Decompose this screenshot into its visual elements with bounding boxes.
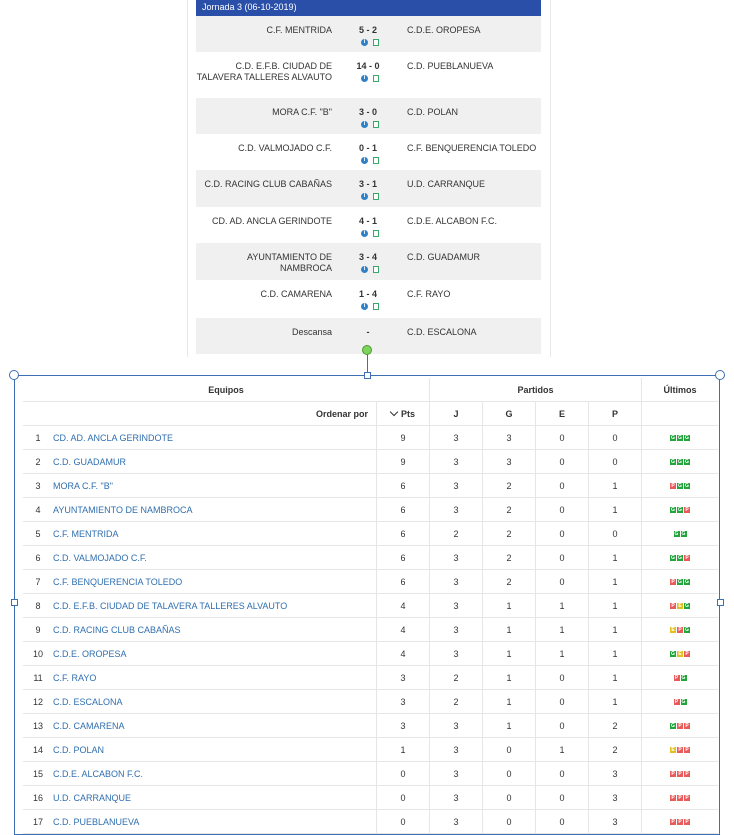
match-score: 14 - 0 bbox=[356, 61, 380, 71]
last-results bbox=[642, 810, 719, 834]
away-team: C.D. GUADAMUR bbox=[407, 252, 481, 262]
result-badge: E bbox=[678, 603, 682, 610]
last-results bbox=[642, 714, 719, 738]
lost: 1 bbox=[589, 642, 642, 666]
points: 6 bbox=[377, 546, 430, 570]
sort-pts-button[interactable] bbox=[377, 402, 430, 426]
home-team: C.F. MENTRIDA bbox=[266, 25, 332, 35]
match-actions bbox=[361, 303, 379, 311]
won: 2 bbox=[483, 570, 536, 594]
table-row bbox=[23, 522, 718, 546]
played: 3 bbox=[430, 474, 483, 498]
result-badge: E bbox=[671, 627, 675, 634]
last-results bbox=[642, 618, 719, 642]
lost: 1 bbox=[589, 594, 642, 618]
result-badge: G bbox=[674, 531, 679, 538]
played: 2 bbox=[430, 522, 483, 546]
last-results bbox=[642, 666, 719, 690]
drawn: 1 bbox=[536, 642, 589, 666]
standings-subheader-row bbox=[23, 402, 718, 426]
last-results bbox=[642, 642, 719, 666]
team-link[interactable]: C.D. ESCALONA bbox=[53, 690, 377, 714]
result-badge: P bbox=[671, 819, 675, 826]
result-badge: P bbox=[685, 795, 689, 802]
team-link[interactable]: C.D. RACING CLUB CABAÑAS bbox=[53, 618, 377, 642]
last-results bbox=[642, 426, 719, 450]
won: 1 bbox=[483, 714, 536, 738]
played: 3 bbox=[430, 714, 483, 738]
info-icon[interactable]: i bbox=[361, 193, 368, 200]
team-link[interactable]: AYUNTAMIENTO DE NAMBROCA bbox=[53, 498, 377, 522]
result-badge: G bbox=[671, 555, 675, 562]
home-team: C.D. RACING CLUB CABAÑAS bbox=[204, 179, 332, 189]
last-results bbox=[642, 474, 719, 498]
standings-header-row bbox=[23, 378, 718, 402]
away-team: C.D. PUEBLANUEVA bbox=[407, 61, 494, 71]
table-row bbox=[23, 738, 718, 762]
table-row bbox=[23, 786, 718, 810]
lost: 2 bbox=[589, 738, 642, 762]
result-badge: G bbox=[671, 507, 675, 514]
result-badge: G bbox=[671, 459, 675, 466]
lost: 3 bbox=[589, 810, 642, 834]
team-link[interactable]: MORA C.F. "B" bbox=[53, 474, 377, 498]
match-row bbox=[196, 134, 541, 170]
position: 3 bbox=[23, 474, 53, 498]
result-badge: P bbox=[685, 771, 689, 778]
resize-handle-right[interactable] bbox=[717, 599, 724, 606]
result-badge: E bbox=[671, 747, 675, 754]
drawn: 0 bbox=[536, 666, 589, 690]
points: 1 bbox=[377, 738, 430, 762]
sort-by-label: Ordenar por bbox=[23, 402, 377, 426]
home-team: C.D. VALMOJADO C.F. bbox=[238, 143, 332, 153]
home-team: C.D. CAMARENA bbox=[260, 289, 332, 299]
lost: 1 bbox=[589, 618, 642, 642]
drawn: 0 bbox=[536, 546, 589, 570]
points: 6 bbox=[377, 498, 430, 522]
points: 4 bbox=[377, 594, 430, 618]
position: 14 bbox=[23, 738, 53, 762]
last-results bbox=[642, 738, 719, 762]
match-actions bbox=[361, 39, 379, 47]
last-results bbox=[642, 498, 719, 522]
result-badge: G bbox=[685, 603, 689, 610]
result-badge: P bbox=[671, 795, 675, 802]
result-badge: P bbox=[685, 555, 689, 562]
match-score: 3 - 1 bbox=[358, 179, 377, 189]
match-row bbox=[196, 280, 541, 318]
played: 3 bbox=[430, 810, 483, 834]
position: 13 bbox=[23, 714, 53, 738]
played: 2 bbox=[430, 666, 483, 690]
position: 5 bbox=[23, 522, 53, 546]
lost: 1 bbox=[589, 570, 642, 594]
points: 3 bbox=[377, 666, 430, 690]
table-row bbox=[23, 642, 718, 666]
copy-icon[interactable] bbox=[373, 39, 379, 46]
team-link[interactable]: C.D. E.F.B. CIUDAD DE TALAVERA TALLERES ALVAUTO bbox=[53, 594, 377, 618]
team-link[interactable]: C.D. GUADAMUR bbox=[53, 450, 377, 474]
drawn: 0 bbox=[536, 498, 589, 522]
position: 12 bbox=[23, 690, 53, 714]
team-link[interactable]: C.D.E. ALCABON F.C. bbox=[53, 762, 377, 786]
position: 7 bbox=[23, 570, 53, 594]
played: 2 bbox=[430, 690, 483, 714]
drawn: 0 bbox=[536, 762, 589, 786]
table-row bbox=[23, 450, 718, 474]
position: 17 bbox=[23, 810, 53, 834]
table-row bbox=[23, 570, 718, 594]
chevron-down-icon bbox=[390, 407, 398, 415]
info-icon[interactable]: i bbox=[361, 39, 368, 46]
pts-label: Pts bbox=[400, 408, 415, 419]
position: 11 bbox=[23, 666, 53, 690]
info-icon[interactable]: i bbox=[361, 266, 368, 273]
match-score: 0 - 1 bbox=[358, 143, 377, 153]
rotation-connector bbox=[367, 354, 368, 372]
position: 8 bbox=[23, 594, 53, 618]
resize-handle-left[interactable] bbox=[11, 599, 18, 606]
points: 9 bbox=[377, 450, 430, 474]
result-badge: G bbox=[678, 555, 682, 562]
drawn: 1 bbox=[536, 738, 589, 762]
won: 2 bbox=[483, 498, 536, 522]
drawn: 0 bbox=[536, 450, 589, 474]
won: 0 bbox=[483, 762, 536, 786]
result-badge: P bbox=[678, 627, 682, 634]
last-results bbox=[642, 594, 719, 618]
result-badge: G bbox=[671, 723, 675, 730]
position: 2 bbox=[23, 450, 53, 474]
result-badge: P bbox=[678, 795, 682, 802]
info-icon[interactable]: i bbox=[361, 121, 368, 128]
lost: 1 bbox=[589, 546, 642, 570]
result-badge: P bbox=[678, 771, 682, 778]
match-score: - bbox=[366, 327, 370, 337]
home-team: C.D. E.F.B. CIUDAD DE TALAVERA TALLERES ALVAUTO bbox=[196, 61, 332, 82]
match-score: 4 - 1 bbox=[358, 216, 377, 226]
away-team: C.D.E. OROPESA bbox=[407, 25, 481, 35]
result-badge: P bbox=[671, 579, 675, 586]
result-badge: P bbox=[685, 723, 689, 730]
home-team: MORA C.F. "B" bbox=[272, 107, 332, 117]
match-score: 3 - 4 bbox=[358, 252, 377, 262]
drawn: 0 bbox=[536, 522, 589, 546]
played: 3 bbox=[430, 786, 483, 810]
played: 3 bbox=[430, 570, 483, 594]
points: 0 bbox=[377, 786, 430, 810]
position: 9 bbox=[23, 618, 53, 642]
lost: 3 bbox=[589, 786, 642, 810]
result-badge: G bbox=[685, 579, 689, 586]
match-row bbox=[196, 16, 541, 52]
table-row bbox=[23, 690, 718, 714]
table-row bbox=[23, 810, 718, 834]
result-badge: G bbox=[681, 699, 686, 706]
copy-icon[interactable] bbox=[373, 157, 379, 164]
points: 6 bbox=[377, 522, 430, 546]
result-badge: P bbox=[671, 483, 675, 490]
home-team: AYUNTAMIENTO DE NAMBROCA bbox=[246, 252, 332, 273]
team-link[interactable]: C.F. BENQUERENCIA TOLEDO bbox=[53, 570, 377, 594]
lost: 0 bbox=[589, 450, 642, 474]
lost: 1 bbox=[589, 474, 642, 498]
drawn: 0 bbox=[536, 714, 589, 738]
resize-handle-top-left[interactable] bbox=[9, 370, 19, 380]
position: 4 bbox=[23, 498, 53, 522]
won: 0 bbox=[483, 810, 536, 834]
copy-icon[interactable] bbox=[373, 266, 379, 273]
result-badge: G bbox=[681, 675, 686, 682]
lost: 3 bbox=[589, 762, 642, 786]
team-link[interactable]: C.D. CAMARENA bbox=[53, 714, 377, 738]
lost: 1 bbox=[589, 690, 642, 714]
copy-icon[interactable] bbox=[373, 303, 379, 310]
points: 6 bbox=[377, 570, 430, 594]
result-badge: P bbox=[685, 651, 689, 658]
home-team: CD. AD. ANCLA GERINDOTE bbox=[211, 216, 332, 226]
result-badge: P bbox=[671, 603, 675, 610]
fixtures-panel bbox=[187, 0, 551, 357]
played: 3 bbox=[430, 450, 483, 474]
copy-icon[interactable] bbox=[373, 121, 379, 128]
copy-icon[interactable] bbox=[373, 193, 379, 200]
points: 3 bbox=[377, 714, 430, 738]
table-row bbox=[23, 474, 718, 498]
away-team: U.D. CARRANQUE bbox=[407, 179, 486, 189]
result-badge: P bbox=[685, 819, 689, 826]
won: 1 bbox=[483, 618, 536, 642]
match-score: 3 - 0 bbox=[358, 107, 377, 117]
table-row bbox=[23, 618, 718, 642]
copy-icon[interactable] bbox=[373, 75, 379, 82]
match-row bbox=[196, 52, 541, 98]
position: 10 bbox=[23, 642, 53, 666]
result-badge: P bbox=[678, 723, 682, 730]
result-badge: P bbox=[678, 819, 682, 826]
match-actions bbox=[361, 193, 379, 201]
last-results bbox=[642, 546, 719, 570]
info-icon[interactable]: i bbox=[361, 230, 368, 237]
drawn: 0 bbox=[536, 810, 589, 834]
match-row bbox=[196, 207, 541, 243]
points: 4 bbox=[377, 642, 430, 666]
equipos-header: Equipos bbox=[23, 378, 430, 402]
result-badge: G bbox=[685, 435, 689, 442]
table-row bbox=[23, 426, 718, 450]
ultimos-subheader bbox=[642, 402, 719, 426]
points: 0 bbox=[377, 762, 430, 786]
team-link[interactable]: CD. AD. ANCLA GERINDOTE bbox=[53, 426, 377, 450]
result-badge: G bbox=[685, 627, 689, 634]
lost: 0 bbox=[589, 426, 642, 450]
match-row bbox=[196, 98, 541, 134]
won: 1 bbox=[483, 642, 536, 666]
j-header: J bbox=[430, 402, 483, 426]
last-results bbox=[642, 762, 719, 786]
position: 1 bbox=[23, 426, 53, 450]
played: 3 bbox=[430, 642, 483, 666]
result-badge: G bbox=[678, 579, 682, 586]
e-header: E bbox=[536, 402, 589, 426]
result-badge: P bbox=[678, 747, 682, 754]
ultimos-header: Últimos bbox=[642, 378, 719, 402]
info-icon[interactable]: i bbox=[361, 303, 368, 310]
played: 3 bbox=[430, 618, 483, 642]
table-row bbox=[23, 666, 718, 690]
played: 3 bbox=[430, 738, 483, 762]
last-results bbox=[642, 570, 719, 594]
won: 1 bbox=[483, 690, 536, 714]
table-row bbox=[23, 546, 718, 570]
team-link[interactable]: C.D.E. OROPESA bbox=[53, 642, 377, 666]
info-icon[interactable]: i bbox=[361, 75, 368, 82]
last-results bbox=[642, 450, 719, 474]
standings-body bbox=[23, 426, 718, 834]
drawn: 0 bbox=[536, 690, 589, 714]
team-link[interactable]: U.D. CARRANQUE bbox=[53, 786, 377, 810]
result-badge: G bbox=[685, 483, 689, 490]
match-score: 5 - 2 bbox=[358, 25, 377, 35]
last-results bbox=[642, 522, 719, 546]
match-actions bbox=[361, 157, 379, 165]
result-badge: P bbox=[674, 699, 679, 706]
away-team: C.F. BENQUERENCIA TOLEDO bbox=[407, 143, 537, 153]
away-team: C.F. RAYO bbox=[407, 289, 451, 299]
lost: 0 bbox=[589, 522, 642, 546]
won: 3 bbox=[483, 426, 536, 450]
table-row bbox=[23, 714, 718, 738]
drawn: 1 bbox=[536, 618, 589, 642]
result-badge: P bbox=[685, 507, 689, 514]
result-badge: G bbox=[678, 435, 682, 442]
match-actions bbox=[361, 75, 379, 83]
drawn: 0 bbox=[536, 786, 589, 810]
result-badge: G bbox=[671, 435, 675, 442]
result-badge: E bbox=[678, 651, 682, 658]
match-actions bbox=[361, 266, 379, 274]
drawn: 0 bbox=[536, 570, 589, 594]
position: 16 bbox=[23, 786, 53, 810]
match-actions bbox=[361, 230, 379, 238]
away-team: C.D.E. ALCABON F.C. bbox=[407, 216, 498, 226]
team-link[interactable]: C.D. POLAN bbox=[53, 738, 377, 762]
away-team: C.D. ESCALONA bbox=[407, 327, 477, 337]
home-team: Descansa bbox=[291, 327, 332, 337]
table-row bbox=[23, 594, 718, 618]
won: 0 bbox=[483, 786, 536, 810]
played: 3 bbox=[430, 426, 483, 450]
won: 0 bbox=[483, 738, 536, 762]
drawn: 0 bbox=[536, 426, 589, 450]
lost: 1 bbox=[589, 666, 642, 690]
last-results bbox=[642, 690, 719, 714]
lost: 2 bbox=[589, 714, 642, 738]
info-icon[interactable]: i bbox=[361, 157, 368, 164]
standings-table bbox=[23, 378, 718, 834]
result-badge: G bbox=[671, 651, 675, 658]
result-badge: G bbox=[678, 507, 682, 514]
points: 3 bbox=[377, 690, 430, 714]
won: 1 bbox=[483, 594, 536, 618]
lost: 1 bbox=[589, 498, 642, 522]
position: 15 bbox=[23, 762, 53, 786]
won: 3 bbox=[483, 450, 536, 474]
table-row bbox=[23, 498, 718, 522]
p-header: P bbox=[589, 402, 642, 426]
drawn: 0 bbox=[536, 474, 589, 498]
away-team: C.D. POLAN bbox=[407, 107, 459, 117]
won: 2 bbox=[483, 474, 536, 498]
match-row bbox=[196, 170, 541, 207]
copy-icon[interactable] bbox=[373, 230, 379, 237]
won: 2 bbox=[483, 522, 536, 546]
drawn: 1 bbox=[536, 594, 589, 618]
result-badge: G bbox=[681, 531, 686, 538]
team-link[interactable]: C.D. PUEBLANUEVA bbox=[53, 810, 377, 834]
match-score: 1 - 4 bbox=[358, 289, 377, 299]
team-link[interactable]: C.F. MENTRIDA bbox=[53, 522, 377, 546]
won: 1 bbox=[483, 666, 536, 690]
round-header: Jornada 3 (06-10-2019) bbox=[196, 0, 541, 16]
points: 9 bbox=[377, 426, 430, 450]
points: 6 bbox=[377, 474, 430, 498]
g-header: G bbox=[483, 402, 536, 426]
match-actions bbox=[361, 121, 379, 129]
result-badge: P bbox=[674, 675, 679, 682]
result-badge: G bbox=[678, 459, 682, 466]
rotate-handle[interactable] bbox=[362, 345, 372, 355]
result-badge: G bbox=[685, 459, 689, 466]
result-badge: P bbox=[685, 747, 689, 754]
match-row bbox=[196, 243, 541, 280]
won: 2 bbox=[483, 546, 536, 570]
last-results bbox=[642, 786, 719, 810]
played: 3 bbox=[430, 546, 483, 570]
result-badge: G bbox=[678, 483, 682, 490]
partidos-header: Partidos bbox=[430, 378, 642, 402]
points: 0 bbox=[377, 810, 430, 834]
result-badge: P bbox=[671, 771, 675, 778]
played: 3 bbox=[430, 594, 483, 618]
table-row bbox=[23, 762, 718, 786]
position: 6 bbox=[23, 546, 53, 570]
points: 4 bbox=[377, 618, 430, 642]
team-link[interactable]: C.F. RAYO bbox=[53, 666, 377, 690]
team-link[interactable]: C.D. VALMOJADO C.F. bbox=[53, 546, 377, 570]
played: 3 bbox=[430, 498, 483, 522]
played: 3 bbox=[430, 762, 483, 786]
